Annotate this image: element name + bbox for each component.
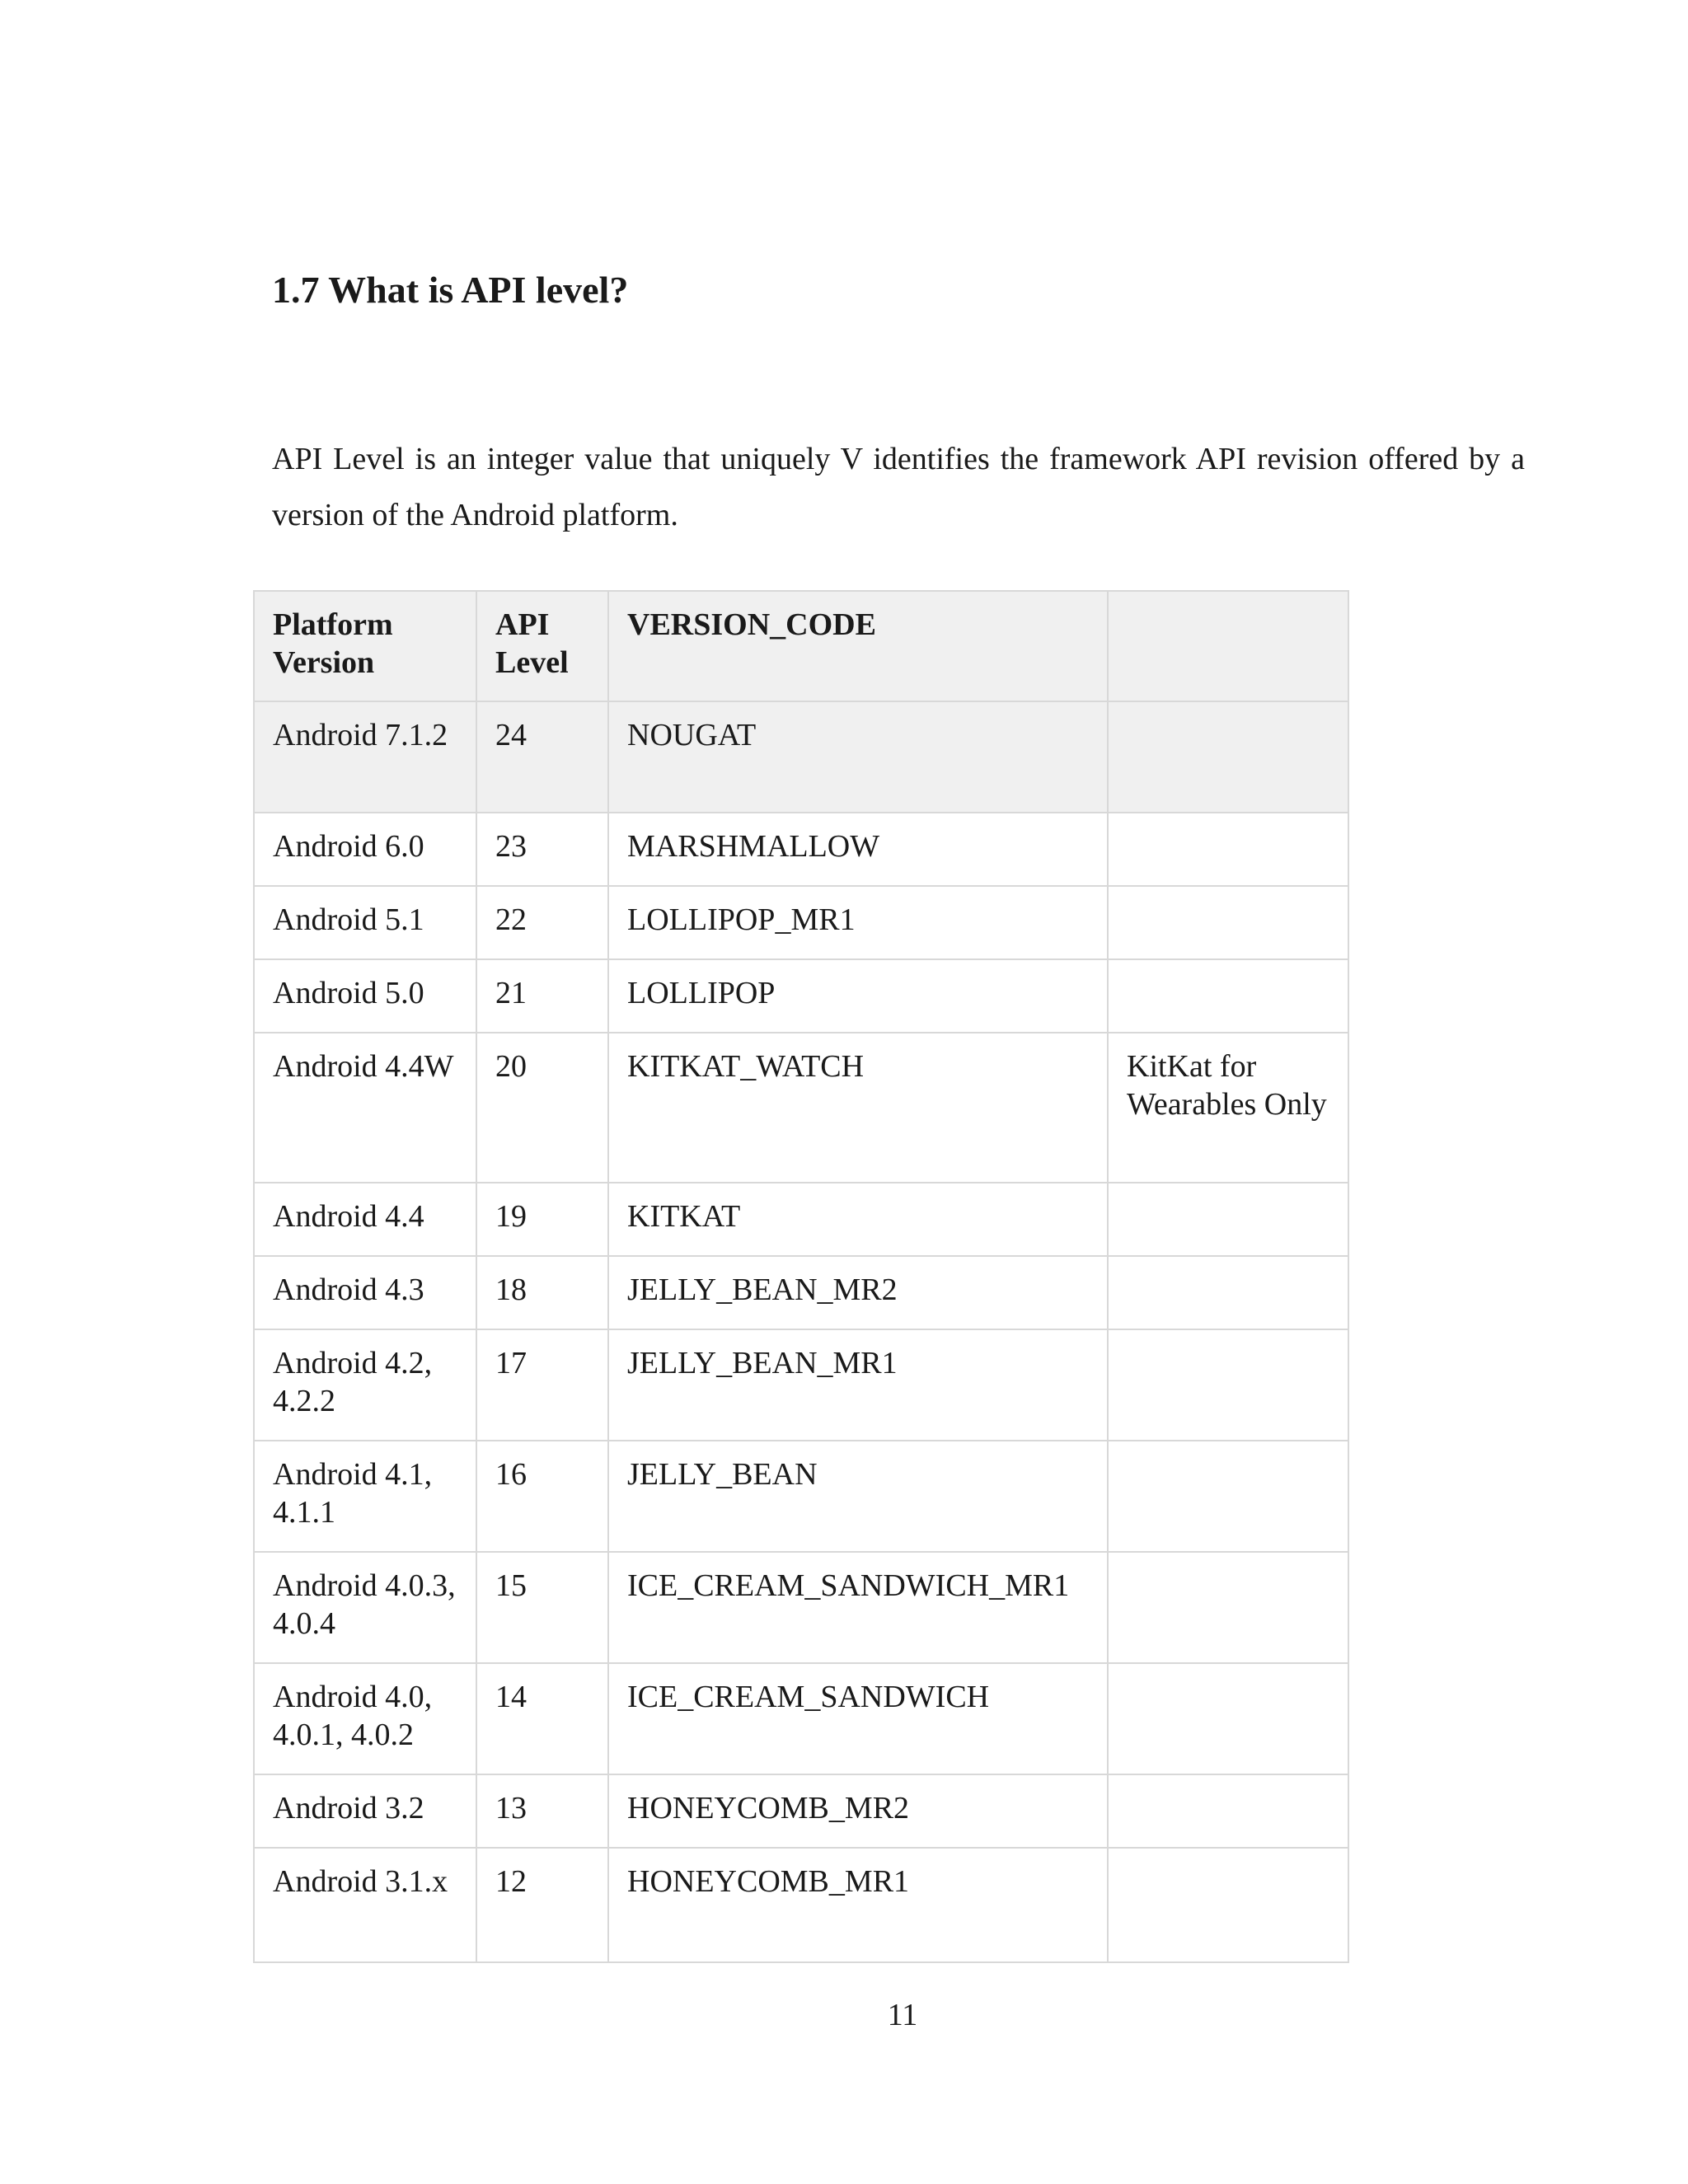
cell-api: 23 [476,813,608,886]
cell-note [1108,701,1348,813]
cell-note [1108,1441,1348,1552]
cell-api: 12 [476,1848,608,1962]
cell-note [1108,1183,1348,1256]
table-row [254,1033,1348,1183]
cell-platform: Android 5.1 [254,886,476,959]
cell-code: JELLY_BEAN [608,1441,1108,1552]
table-row [254,886,1348,959]
table-header-row [254,591,1348,701]
cell-code: JELLY_BEAN_MR2 [608,1256,1108,1329]
cell-platform: Android 3.1.x [254,1848,476,1962]
cell-note [1108,1256,1348,1329]
cell-platform: Android 4.4W [254,1033,476,1183]
cell-platform: Android 7.1.2 [254,701,476,813]
cell-platform: Android 4.0, 4.0.1, 4.0.2 [254,1663,476,1774]
header-platform-version: Platform Version [254,591,476,701]
cell-api: 13 [476,1774,608,1848]
table-row [254,1552,1348,1663]
cell-platform: Android 4.1, 4.1.1 [254,1441,476,1552]
cell-api: 22 [476,886,608,959]
header-version-code: VERSION_CODE [608,591,1108,701]
cell-api: 14 [476,1663,608,1774]
section-heading: 1.7 What is API level? [272,269,629,311]
cell-note [1108,1329,1348,1441]
table-row [254,959,1348,1033]
cell-code: HONEYCOMB_MR1 [608,1848,1108,1962]
table-row [254,1256,1348,1329]
table-row [254,1663,1348,1774]
cell-code: NOUGAT [608,701,1108,813]
table-row [254,813,1348,886]
cell-code: MARSHMALLOW [608,813,1108,886]
page-number: 11 [887,1998,918,2032]
cell-platform: Android 4.4 [254,1183,476,1256]
cell-code: JELLY_BEAN_MR1 [608,1329,1108,1441]
cell-note [1108,1774,1348,1848]
section-paragraph: API Level is an integer value that uniquely V identifies the framework API revision offered by a version of the Android platform. [272,442,1525,532]
cell-api: 18 [476,1256,608,1329]
cell-note [1108,1552,1348,1663]
cell-code: LOLLIPOP [608,959,1108,1033]
table-row [254,1774,1348,1848]
cell-code: LOLLIPOP_MR1 [608,886,1108,959]
cell-api: 20 [476,1033,608,1183]
header-note [1108,591,1348,701]
cell-api: 17 [476,1329,608,1441]
cell-code: KITKAT [608,1183,1108,1256]
cell-api: 21 [476,959,608,1033]
cell-note [1108,813,1348,886]
table-row [254,1441,1348,1552]
cell-platform: Android 5.0 [254,959,476,1033]
api-level-table [253,590,1349,1963]
table-row [254,701,1348,813]
header-api-level: API Level [476,591,608,701]
cell-note: KitKat for Wearables Only [1108,1033,1348,1183]
cell-api: 24 [476,701,608,813]
cell-platform: Android 3.2 [254,1774,476,1848]
cell-platform: Android 4.2, 4.2.2 [254,1329,476,1441]
cell-api: 15 [476,1552,608,1663]
cell-note [1108,959,1348,1033]
cell-code: KITKAT_WATCH [608,1033,1108,1183]
cell-platform: Android 6.0 [254,813,476,886]
cell-api: 16 [476,1441,608,1552]
cell-code: ICE_CREAM_SANDWICH_MR1 [608,1552,1108,1663]
cell-note [1108,1848,1348,1962]
table-row [254,1329,1348,1441]
cell-api: 19 [476,1183,608,1256]
cell-note [1108,886,1348,959]
cell-platform: Android 4.3 [254,1256,476,1329]
cell-note [1108,1663,1348,1774]
table-row [254,1848,1348,1962]
cell-code: HONEYCOMB_MR2 [608,1774,1108,1848]
cell-platform: Android 4.0.3, 4.0.4 [254,1552,476,1663]
table-row [254,1183,1348,1256]
cell-code: ICE_CREAM_SANDWICH [608,1663,1108,1774]
